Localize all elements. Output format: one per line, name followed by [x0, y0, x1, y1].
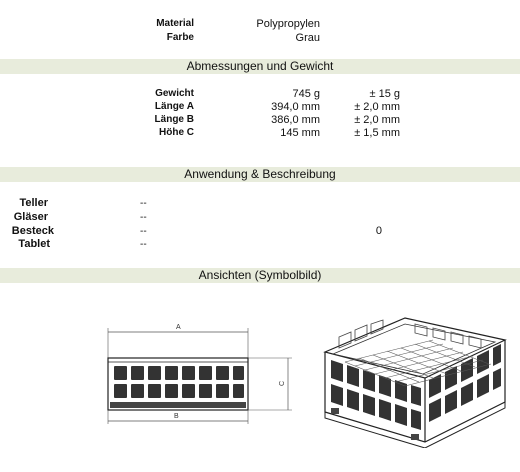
dim-label: Gewicht	[155, 88, 194, 99]
usage-value: --	[140, 239, 147, 250]
usage-label: Gläser	[13, 211, 48, 223]
usage-value: --	[140, 198, 147, 209]
dimensions-header: Abmessungen und Gewicht	[0, 59, 520, 74]
rack-isometric-view-drawing	[315, 312, 515, 448]
material-label: Material	[156, 18, 194, 29]
dim-value: 386,0 mm	[271, 114, 320, 126]
views-header: Ansichten (Symbolbild)	[0, 268, 520, 283]
dim-a-label: A	[176, 324, 181, 331]
usage-label: Tablet	[18, 238, 50, 250]
usage-header: Anwendung & Beschreibung	[0, 167, 520, 182]
dim-tolerance: ± 15 g	[369, 88, 400, 100]
usage-label: Besteck	[11, 225, 54, 237]
dim-tolerance: ± 1,5 mm	[354, 127, 400, 139]
usage-label: Teller	[19, 197, 48, 209]
dim-b-label: B	[174, 413, 179, 420]
dim-label: Länge B	[154, 114, 194, 125]
dim-c-label: C	[279, 380, 286, 386]
dim-value: 745 g	[292, 88, 320, 100]
usage-value: --	[140, 212, 147, 223]
dim-label: Höhe C	[159, 127, 194, 138]
dim-value: 394,0 mm	[271, 101, 320, 113]
rack-side-view-drawing	[100, 318, 300, 428]
usage-value: --	[140, 226, 147, 237]
dim-value: 145 mm	[280, 127, 320, 139]
dim-tolerance: ± 2,0 mm	[354, 101, 400, 113]
dim-label: Länge A	[154, 101, 194, 112]
dim-tolerance: ± 2,0 mm	[354, 114, 400, 126]
usage-extra-value: 0	[375, 225, 382, 237]
material-value: Polypropylen	[256, 18, 320, 30]
farbe-value: Grau	[295, 32, 320, 44]
farbe-label: Farbe	[166, 32, 194, 43]
